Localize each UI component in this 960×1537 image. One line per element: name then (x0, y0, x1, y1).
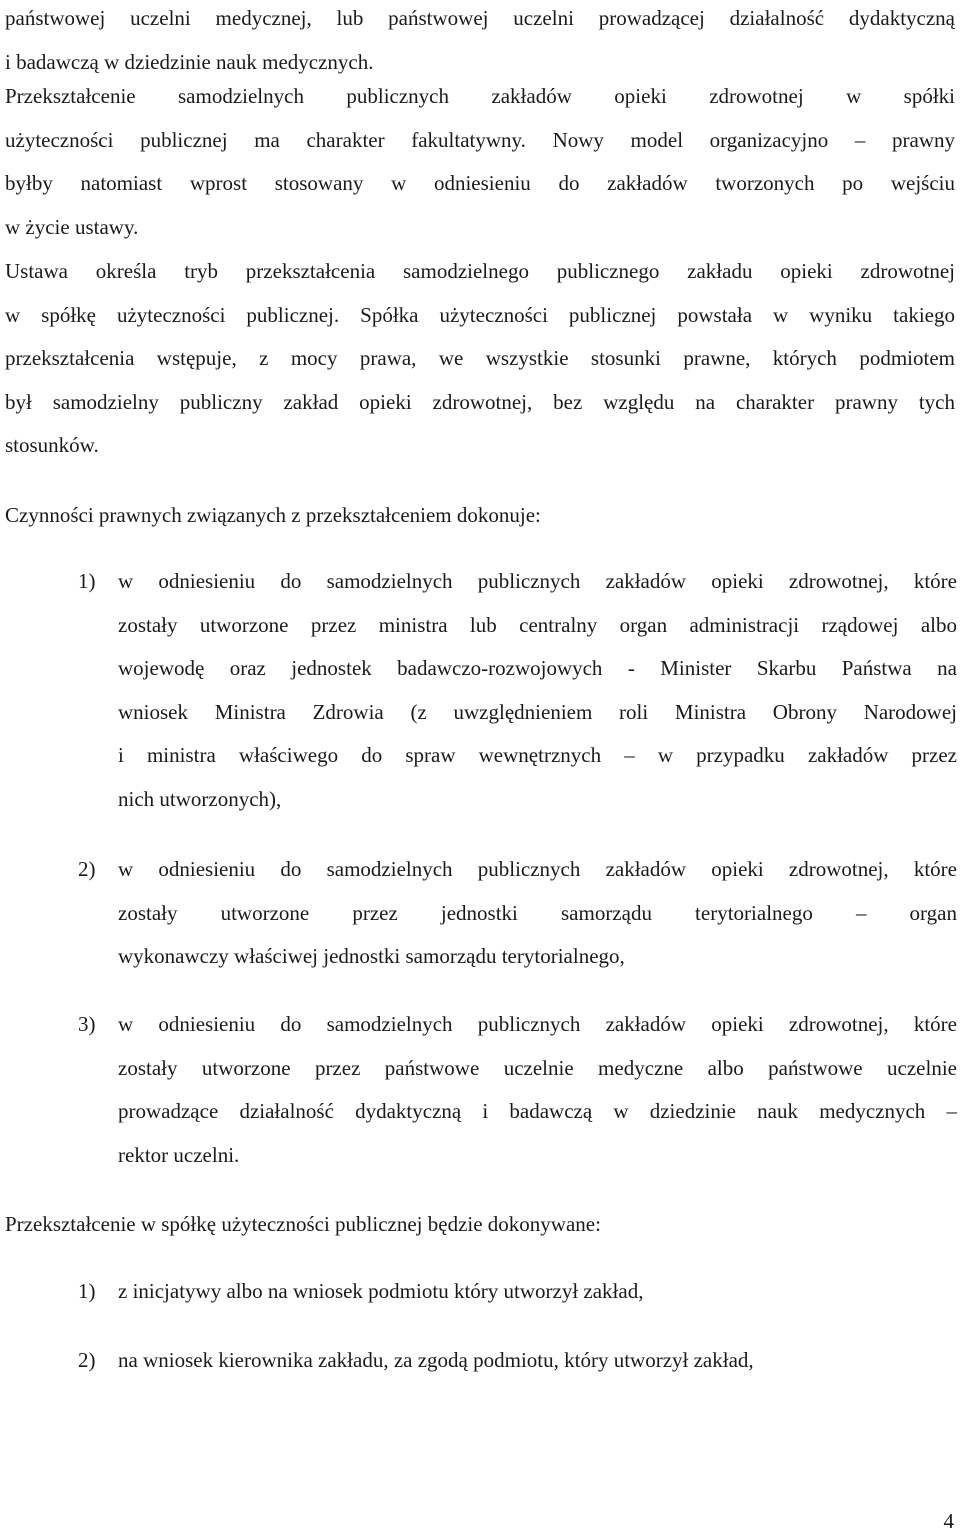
list-item-line: w odniesieniu do samodzielnych publicznych zakładów opieki zdrowotnej, które (118, 569, 957, 593)
list-item-line: zostały utworzone przez jednostki samorządu terytorialnego – organ (118, 900, 957, 925)
paragraph-top (5, 0, 955, 84)
list-item-line: wojewodę oraz jednostek badawczo-rozwojowych - Minister Skarbu Państwa na (118, 656, 957, 681)
list-item-text (118, 1270, 957, 1314)
paragraph-line: Przekształcenie w spółkę użyteczności publicznej będzie dokonywane: (5, 1212, 601, 1236)
list-item-number: 2) (78, 857, 96, 881)
paragraph-tryb (5, 250, 955, 468)
list-item-text (118, 1003, 957, 1177)
paragraph-line: w spółkę użyteczności publicznej. Spółka użyteczności publicznej powstała w wyniku takiego (5, 302, 955, 327)
list-item-number: 3) (78, 1012, 96, 1036)
paragraph-przeksztalcenie (5, 1203, 955, 1247)
list-item-text (118, 560, 957, 822)
paragraph-line: Czynności prawnych związanych z przekształceniem dokonuje: (5, 503, 541, 527)
list-item-line: prowadzące działalność dydaktyczną i badawczą w dziedzinie nauk medycznych – (118, 1099, 957, 1124)
paragraph-line: stosunków. (5, 433, 99, 458)
paragraph-line: Przekształcenie samodzielnych publicznych zakładów opieki zdrowotnej w spółki (5, 84, 955, 108)
list-item-line: zostały utworzone przez państwowe uczelnie medyczne albo państwowe uczelnie (118, 1055, 957, 1080)
paragraph-line: państwowej uczelni medycznej, lub państwowej uczelni prowadzącej działalność dydaktyczną (5, 6, 955, 30)
list-item-line: w odniesieniu do samodzielnych publicznych zakładów opieki zdrowotnej, które (118, 1012, 957, 1036)
list-item-line: rektor uczelni. (118, 1142, 240, 1167)
list-item-text (118, 1339, 957, 1383)
list-item-line: w odniesieniu do samodzielnych publicznych zakładów opieki zdrowotnej, które (118, 857, 957, 881)
paragraph-line: i badawczą w dziedzinie nauk medycznych. (5, 49, 374, 74)
paragraph-fakultatywny (5, 75, 955, 249)
list-item-line: nich utworzonych), (118, 786, 282, 811)
paragraph-line: użyteczności publicznej ma charakter fakultatywny. Nowy model organizacyjno – prawny (5, 127, 955, 152)
paragraph-line: był samodzielny publiczny zakład opieki zdrowotnej, bez względu na charakter prawny tych (5, 389, 955, 414)
list-item-text (118, 848, 957, 979)
paragraph-line: Ustawa określa tryb przekształcenia samodzielnego publicznego zakładu opieki zdrowotnej (5, 259, 955, 283)
paragraph-line: byłby natomiast wprost stosowany w odniesieniu do zakładów tworzonych po wejściu (5, 171, 955, 196)
paragraph-line: przekształcenia wstępuje, z mocy prawa, we wszystkie stosunki prawne, których podmiotem (5, 346, 955, 371)
list-item-number: 1) (78, 569, 96, 593)
list-item-number: 2) (78, 1348, 96, 1372)
list-item-number: 1) (78, 1279, 96, 1303)
list-item-line: na wniosek kierownika zakładu, za zgodą podmiotu, który utworzył zakład, (118, 1348, 754, 1372)
page-number: 4 (943, 1509, 954, 1533)
list-item-line: wykonawczy właściwej jednostki samorządu terytorialnego, (118, 944, 625, 969)
list-item-line: i ministra właściwego do spraw wewnętrznych – w przypadku zakładów przez (118, 743, 957, 768)
list-item-line: z inicjatywy albo na wniosek podmiotu który utworzył zakład, (118, 1279, 644, 1303)
list-item-line: wniosek Ministra Zdrowia (z uwzględnieniem roli Ministra Obrony Narodowej (118, 699, 957, 724)
list-item-line: zostały utworzone przez ministra lub centralny organ administracji rządowej albo (118, 612, 957, 637)
paragraph-czynnosci (5, 494, 955, 538)
paragraph-line: w życie ustawy. (5, 214, 139, 239)
